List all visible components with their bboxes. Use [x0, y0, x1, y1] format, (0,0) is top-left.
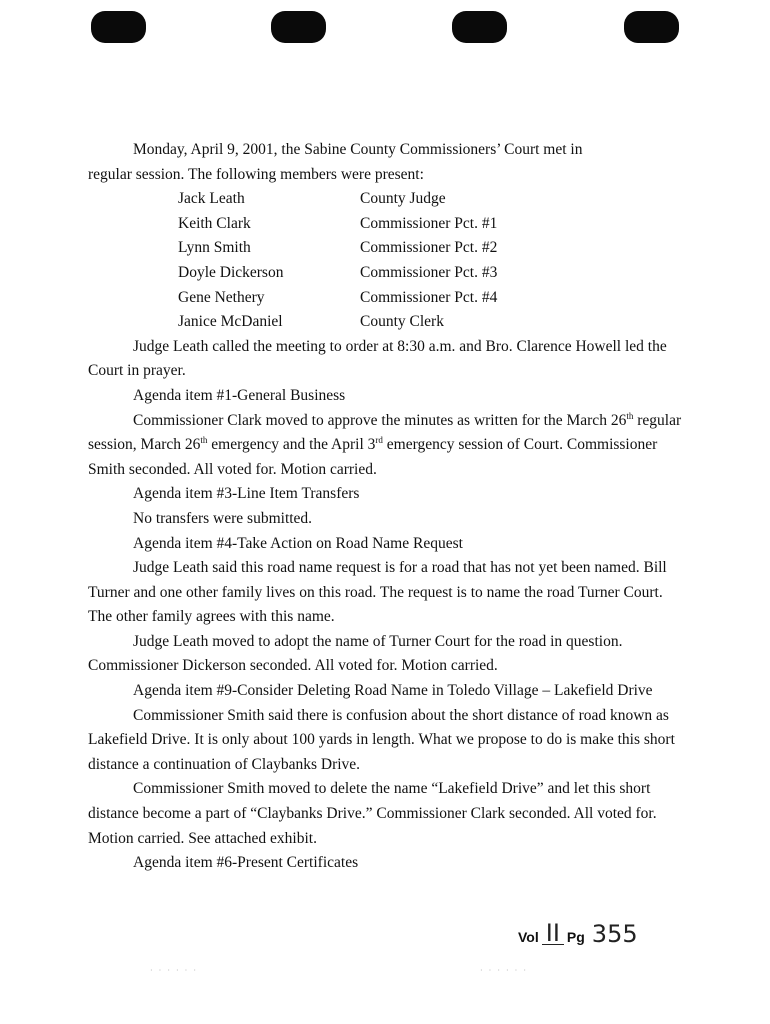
ordinal-suffix: th [626, 410, 634, 421]
minutes-text-a: Commissioner Clark moved to approve the minutes as written for the March 26 [133, 411, 627, 429]
member-row [88, 187, 688, 212]
lakefield-motion-paragraph: Commissioner Smith moved to delete the name “Lakefield Drive” and let this short distance become a part of “Claybanks Drive.” Commissioner Clark seconded. All voted for. Motion carried. See attached exhibit. [88, 780, 657, 847]
minutes-text-c: emergency and the April 3 [207, 436, 376, 454]
member-name: Doyle Dickerson [178, 263, 284, 281]
agenda-item-1-heading: Agenda item #1-General Business [133, 386, 346, 404]
volume-label: Vol [518, 929, 539, 945]
lakefield-discussion-paragraph: Commissioner Smith said there is confusion about the short distance of road known as Lakefield Drive. It is only about 100 yards in length. What we propose to do is make this short distance a continuation of Claybanks Drive. [88, 706, 675, 773]
minutes-approval-paragraph [88, 409, 688, 483]
member-row [88, 310, 688, 335]
member-name: Lynn Smith [178, 239, 251, 257]
ordinal-suffix: th [200, 434, 208, 445]
volume-page-stamp [518, 919, 642, 948]
scan-noise: · · · · · · [480, 966, 528, 975]
agenda-item-4-heading: Agenda item #4-Take Action on Road Name Request [133, 534, 463, 552]
agenda-item-3-heading: Agenda item #3-Line Item Transfers [133, 485, 360, 503]
page-number: 355 [591, 920, 638, 948]
agenda-item-6-heading: Agenda item #6-Present Certificates [133, 854, 359, 872]
member-role: Commissioner Pct. #4 [360, 288, 498, 306]
transfers-paragraph: No transfers were submitted. [133, 509, 313, 527]
call-to-order-paragraph: Judge Leath called the meeting to order at 8:30 a.m. and Bro. Clarence Howell led the Court in prayer. [88, 337, 667, 380]
minutes-page [88, 138, 688, 876]
volume-number: II [542, 922, 564, 945]
member-row [88, 261, 688, 286]
member-role: Commissioner Pct. #1 [360, 214, 498, 232]
member-name: Gene Nethery [178, 288, 265, 306]
member-name: Keith Clark [178, 214, 251, 232]
members-list [88, 187, 688, 335]
member-role: County Judge [360, 190, 446, 208]
member-name: Jack Leath [178, 190, 245, 208]
minutes-text-b: regular session, March 26 [88, 411, 682, 454]
minutes-text-d: emergency session of Court. Commissioner Smith seconded. All voted for. Motion carried. [88, 436, 658, 478]
punch-hole-1 [91, 11, 146, 43]
scan-noise: · · · · · · [150, 966, 198, 975]
agenda-item-9-heading: Agenda item #9-Consider Deleting Road Name in Toledo Village – Lakefield Drive [133, 682, 653, 700]
ordinal-suffix: rd [375, 434, 383, 445]
road-name-request-paragraph: Judge Leath said this road name request is for a road that has not yet been named. Bill Turner and one other family lives on this road. The request is to name the road Turner Court. The other family agrees with this name. [88, 559, 667, 626]
intro-paragraph [88, 138, 688, 187]
intro-line-1: Monday, April 9, 2001, the Sabine County Commissioners’ Court met in [133, 141, 583, 158]
punch-hole-4 [624, 11, 679, 43]
member-role: Commissioner Pct. #2 [360, 239, 498, 257]
member-role: County Clerk [360, 313, 444, 331]
member-row [88, 212, 688, 237]
member-row [88, 286, 688, 311]
punch-hole-2 [271, 11, 326, 43]
intro-line-2: regular session. The following members were present: [88, 165, 424, 183]
member-name: Janice McDaniel [178, 313, 283, 331]
page-label: Pg [566, 929, 585, 945]
punch-hole-3 [452, 11, 507, 43]
turner-court-motion-paragraph: Judge Leath moved to adopt the name of Turner Court for the road in question. Commissioner Dickerson seconded. All voted for. Motion carried. [88, 632, 623, 675]
member-role: Commissioner Pct. #3 [360, 263, 498, 281]
member-row [88, 236, 688, 261]
